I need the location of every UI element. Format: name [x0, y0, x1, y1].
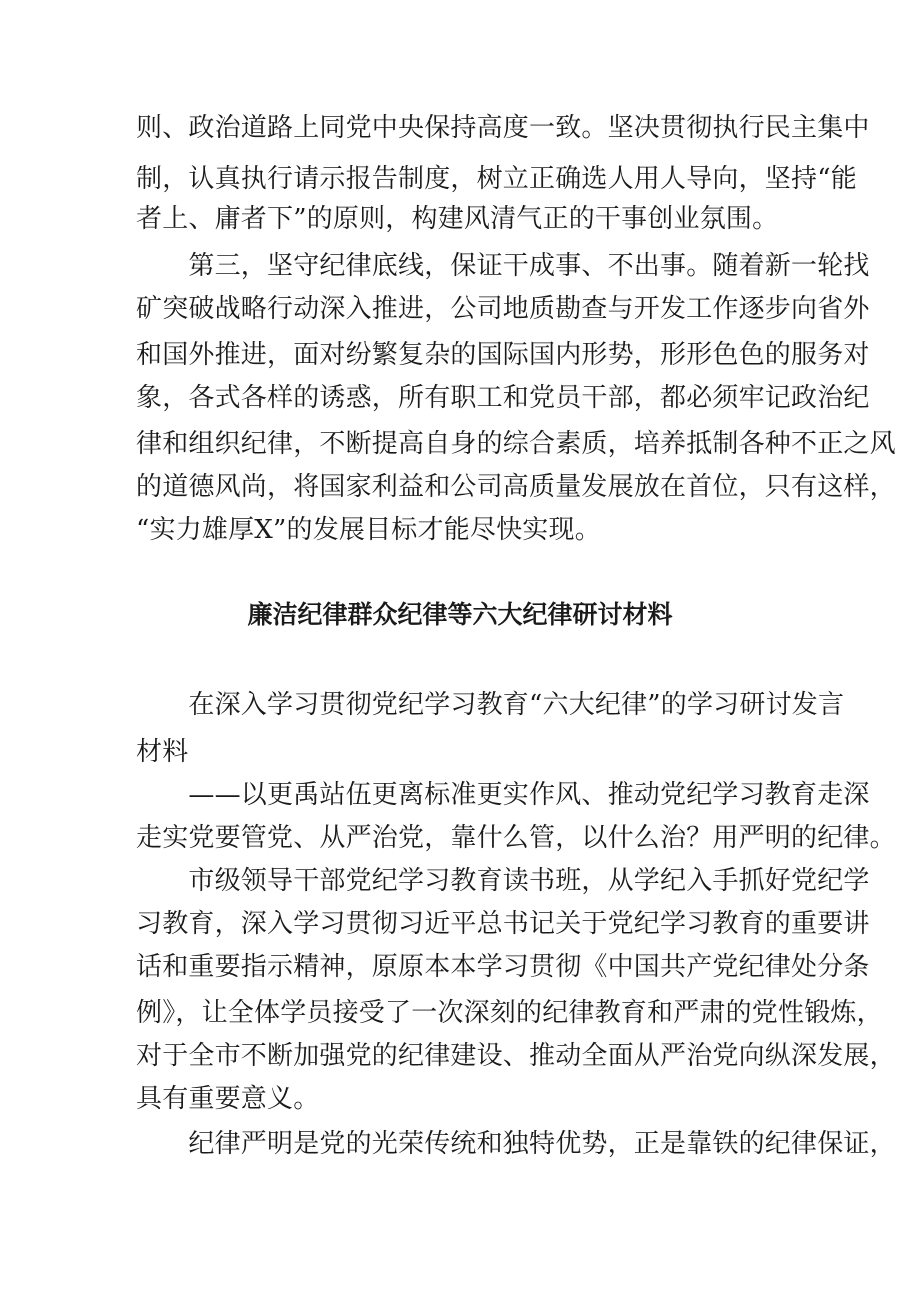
paragraph-line: 矿突破战略行动深入推进，公司地质勘查与开发工作逐步向省外 [136, 294, 870, 324]
paragraph-line: 则、政治道路上同党中央保持高度一致。坚决贯彻执行民主集中 [136, 113, 870, 143]
paragraph-line: 制，认真执行请示报告制度，树立正确选人用人导向，坚持“能 [136, 164, 857, 194]
paragraph-line: 律和组织纪律，不断提高自身的综合素质，培养抵制各种不正之风 [136, 429, 896, 459]
paragraph-line: 第三，坚守纪律底线，保证干成事、不出事。随着新一轮找 [136, 251, 870, 281]
paragraph-line: 话和重要指示精神，原原本本学习贯彻《中国共产党纪律处分条 [136, 952, 870, 982]
paragraph-line: ——以更禹站伍更离标准更实作风、推动党纪学习教育走深 [136, 780, 870, 810]
paragraph-line: 市级领导干部党纪学习教育读书班，从学纪入手抓好党纪学 [136, 866, 870, 896]
paragraph-line: 具有重要意义。 [136, 1084, 320, 1114]
paragraph-line: 对于全市不断加强党的纪律建设、推动全面从严治党向纵深发展， [136, 1041, 896, 1071]
paragraph-line: 在深入学习贯彻党纪学习教育“六大纪律”的学习研讨发言 [136, 690, 845, 720]
section-title: 廉洁纪律群众纪律等六大纪律研讨材料 [247, 600, 673, 629]
paragraph-line: 纪律严明是党的光荣传统和独特优势，正是靠铁的纪律保证， [136, 1129, 896, 1159]
paragraph-line: 象，各式各样的诱惑，所有职工和党员干部，都必须牢记政治纪 [136, 383, 870, 413]
paragraph-line: 例》，让全体学员接受了一次深刻的纪律教育和严肃的党性锻炼， [136, 998, 883, 1028]
paragraph-line: 的道德风尚，将国家利益和公司高质量发展放在首位，只有这样， [136, 472, 896, 502]
paragraph-line: “实力雄厚X”的发展目标才能尽快实现。 [136, 515, 601, 545]
paragraph-line: 材料 [136, 737, 189, 767]
paragraph-line: 习教育，深入学习贯彻习近平总书记关于党纪学习教育的重要讲 [136, 909, 870, 939]
paragraph-line: 走实党要管党、从严治党，靠什么管，以什么治？用严明的纪律。 [136, 823, 896, 853]
paragraph-line: 和国外推进，面对纷繁复杂的国际国内形势，形形色色的服务对 [136, 340, 870, 370]
paragraph-line: 者上、庸者下”的原则，构建风清气正的干事创业氛围。 [136, 204, 779, 234]
